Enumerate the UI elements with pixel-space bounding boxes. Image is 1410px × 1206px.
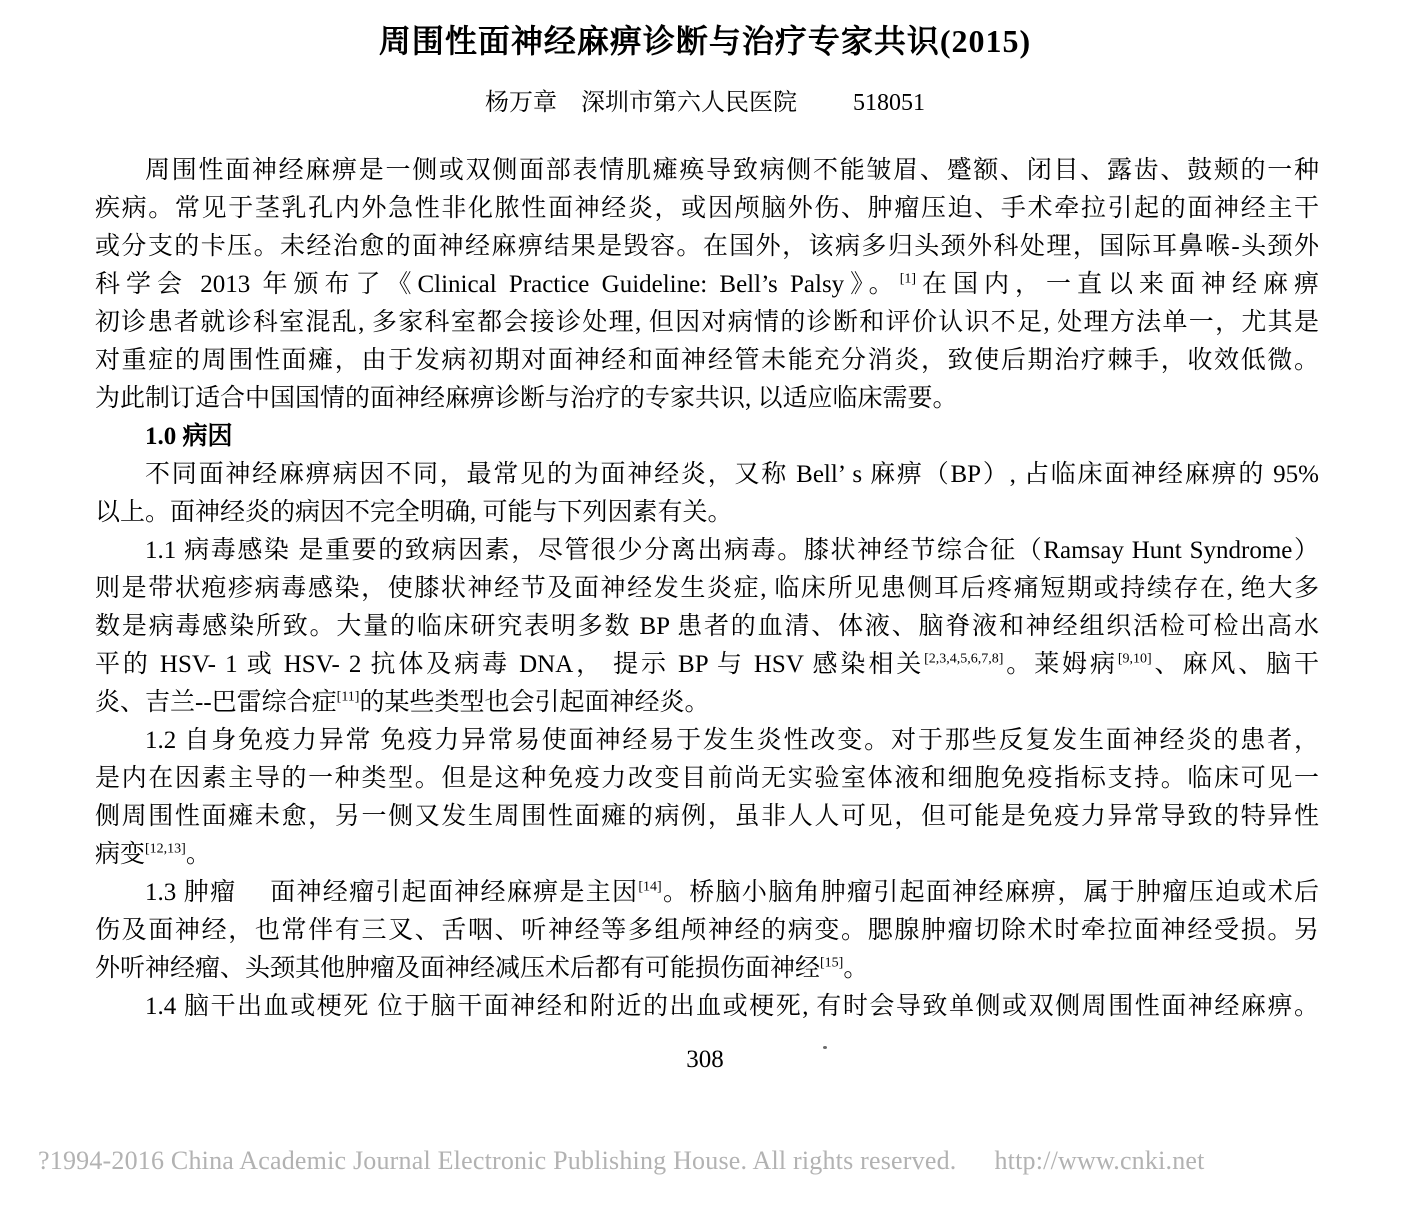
text-line: 疾病。常见于茎乳孔内外急性非化脓性面神经炎，或因颅脑外伤、肿瘤压迫、手术牵拉引起的面神经主干 <box>95 195 1319 222</box>
citation-superscript: [11] <box>336 689 360 705</box>
citation-superscript: [15] <box>820 955 844 971</box>
text-line: 初诊患者就诊科室混乱, 多家科室都会接诊处理, 但因对病情的诊断和评价认识不足, 处理方法单一，尤其是 <box>95 309 1319 336</box>
text-line: 1.4 脑干出血或梗死 位于脑干面神经和附近的出血或梗死, 有时会导致单侧或双侧周围性面神经麻痹。 <box>145 993 1319 1020</box>
page-title: 周围性面神经麻痹诊断与治疗专家共识(2015) <box>378 23 1032 59</box>
citation-superscript: [9,10] <box>1117 651 1152 667</box>
text-line: 伤及面神经，也常伴有三叉、舌咽、听神经等多组颅神经的病变。腮腺肿瘤切除术时牵拉面神经受损。另 <box>95 917 1319 944</box>
text-line: 病变[12,13]。 <box>95 841 211 868</box>
author-line <box>0 82 1410 117</box>
text-line: 平的 HSV- 1 或 HSV- 2 抗体及病毒 DNA， 提示 BP 与 HSV 感染相关[2,3,4,5,6,7,8]。莱姆病[9,10]、麻风、脑干 <box>95 651 1319 678</box>
citation-superscript: [1] <box>899 271 917 287</box>
citation-superscript: [2,3,4,5,6,7,8] <box>924 651 1004 667</box>
text-line: 1.3 肿瘤 面神经瘤引起面神经麻痹是主因[14]。桥脑小脑角肿瘤引起面神经麻痹，属于肿瘤压迫或术后 <box>145 879 1319 906</box>
footer-copyright-line <box>38 1146 1205 1176</box>
cnki-url: http://www.cnki.net <box>994 1146 1205 1175</box>
author-affiliation: 杨万章 深圳市第六人民医院 <box>485 90 797 116</box>
citation-superscript: [12,13] <box>145 841 186 857</box>
text-line: 炎、吉兰--巴雷综合症[11]的某些类型也会引起面神经炎。 <box>95 689 710 716</box>
text-line: 1.1 病毒感染 是重要的致病因素，尽管很少分离出病毒。膝状神经节综合征（Ramsay Hunt Syndrome） <box>145 537 1319 564</box>
text-line: 则是带状疱疹病毒感染，使膝状神经节及面神经发生炎症, 临床所见患侧耳后疼痛短期或持续存在, 绝大多 <box>95 575 1319 602</box>
text-line: 不同面神经麻痹病因不同，最常见的为面神经炎，又称 Bell’ s 麻痹（BP）, 占临床面神经麻痹的 95% <box>145 461 1319 488</box>
text-line: 外听神经瘤、头颈其他肿瘤及面神经减压术后都有可能损伤面神经[15]。 <box>95 955 869 982</box>
text-line: 周围性面神经麻痹是一侧或双侧面部表情肌瘫痪导致病侧不能皱眉、蹙额、闭目、露齿、鼓颊的一种 <box>145 157 1319 184</box>
text-line: 为此制订适合中国国情的面神经麻痹诊断与治疗的专家共识, 以适应临床需要。 <box>95 385 958 412</box>
copyright-text: ?1994-2016 China Academic Journal Electronic Publishing House. All rights reserved. <box>38 1146 957 1175</box>
scan-speck-artifact <box>823 1046 827 1049</box>
article-body <box>95 152 1319 1026</box>
text-line: 是内在因素主导的一种类型。但是这种免疫力改变目前尚无实验室体液和细胞免疫指标支持。临床可见一 <box>95 765 1319 792</box>
text-line: 科学会 2013 年颁布了《Clinical Practice Guideline: Bell’s Palsy》。[1]在国内，一直以来面神经麻痹 <box>95 271 1319 298</box>
text-line: 1.2 自身免疫力异常 免疫力异常易使面神经易于发生炎性改变。对于那些反复发生面神经炎的患者， <box>145 727 1319 754</box>
page-number: 308 <box>686 1046 724 1073</box>
text-line: 以上。面神经炎的病因不完全明确, 可能与下列因素有关。 <box>95 499 733 526</box>
text-line: 或分支的卡压。未经治愈的面神经麻痹结果是毁容。在国外，该病多归头颈外科处理，国际耳鼻喉-头颈外 <box>95 233 1319 260</box>
section-heading: 1.0 病因 <box>145 423 233 450</box>
postal-code: 518051 <box>853 90 925 116</box>
text-line: 对重症的周围性面瘫，由于发病初期对面神经和面神经管未能充分消炎，致使后期治疗棘手，收效低微。 <box>95 347 1319 374</box>
text-line: 侧周围性面瘫未愈，另一侧又发生周围性面瘫的病例，虽非人人可见，但可能是免疫力异常导致的特异性 <box>95 803 1319 830</box>
text-line: 数是病毒感染所致。大量的临床研究表明多数 BP 患者的血清、体液、脑脊液和神经组织活检可检出高水 <box>95 613 1319 640</box>
citation-superscript: [14] <box>638 879 662 895</box>
